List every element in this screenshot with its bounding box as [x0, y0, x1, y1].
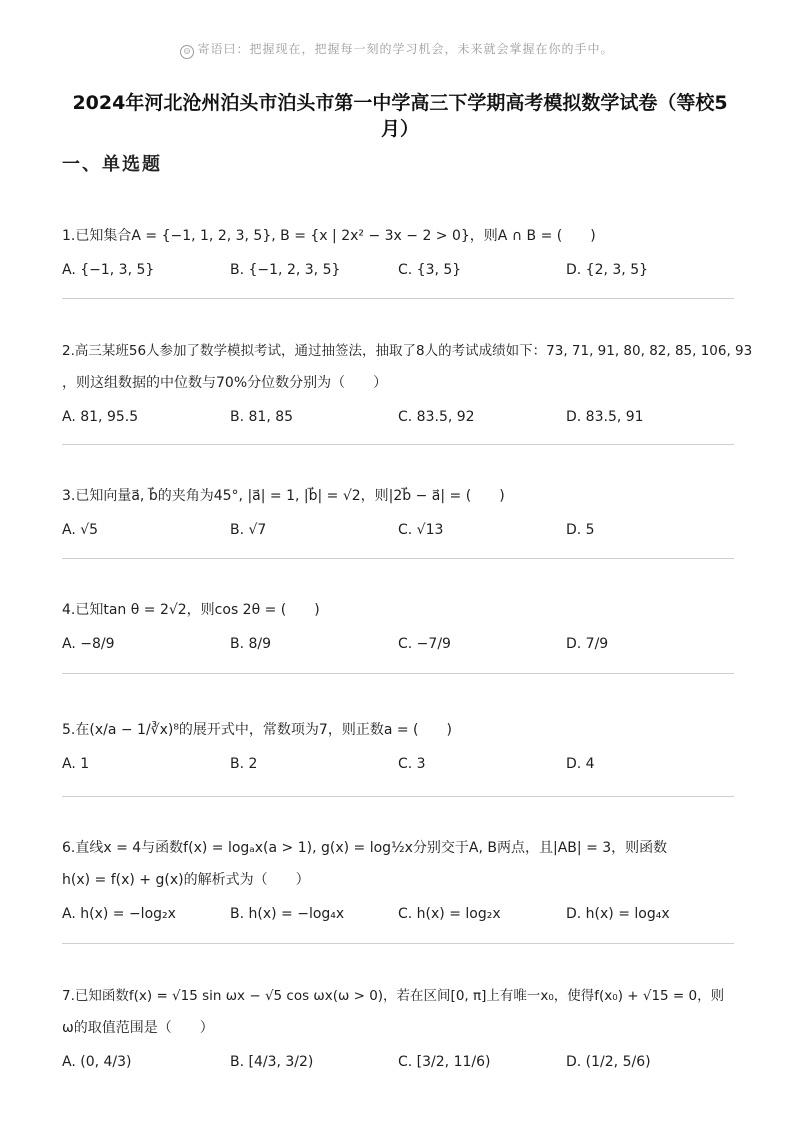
- divider: [62, 673, 734, 674]
- option-d[interactable]: D. 4: [566, 756, 595, 772]
- question-7: [62, 986, 734, 1082]
- question-5: [62, 720, 734, 784]
- options-row: [62, 397, 734, 437]
- option-c[interactable]: C. √13: [398, 522, 444, 538]
- question-2: [62, 341, 753, 437]
- option-b[interactable]: B. √7: [230, 522, 267, 538]
- options-row: [62, 250, 734, 290]
- question-stem-continued: ，则这组数据的中位数与70%分位数分别为（ ）: [62, 375, 388, 391]
- divider: [62, 796, 734, 797]
- option-c[interactable]: C. {3, 5}: [398, 262, 462, 278]
- option-a[interactable]: A. {−1, 3, 5}: [62, 262, 155, 278]
- option-a[interactable]: A. −8/9: [62, 636, 115, 652]
- option-c[interactable]: C. 3: [398, 756, 426, 772]
- question-stem: 1.已知集合A = {−1, 1, 2, 3, 5}, B = {x | 2x² − 3x − 2 > 0}，则A ∩ B = ( ): [62, 228, 596, 244]
- option-a[interactable]: A. 1: [62, 756, 90, 772]
- question-stem-continued: h(x) = f(x) + g(x)的解析式为（ ）: [62, 872, 310, 888]
- option-a[interactable]: A. h(x) = −log₂x: [62, 906, 176, 922]
- question-stem-continued: ω的取值范围是（ ）: [62, 1020, 214, 1036]
- motto-text: 寄语曰：把握现在，把握每一刻的学习机会，未来就会掌握在你的手中。: [197, 42, 614, 56]
- option-d[interactable]: D. 5: [566, 522, 595, 538]
- question-6: [62, 838, 734, 934]
- question-stem: 7.已知函数f(x) = √15 sin ωx − √5 cos ωx(ω > 0)，若在区间[0, π]上有唯一x₀，使得f(x₀) + √15 = 0，则: [62, 988, 725, 1004]
- option-d[interactable]: D. {2, 3, 5}: [566, 262, 649, 278]
- option-c[interactable]: C. 83.5, 92: [398, 409, 475, 425]
- page-title: 2024年河北沧州泊头市泊头市第一中学高三下学期高考模拟数学试卷（等校5月）: [72, 92, 728, 140]
- option-b[interactable]: B. {−1, 2, 3, 5}: [230, 262, 341, 278]
- question-stem: 4.已知tan θ = 2√2，则cos 2θ = ( ): [62, 602, 320, 618]
- option-b[interactable]: B. 81, 85: [230, 409, 294, 425]
- options-row: [62, 624, 734, 664]
- divider: [62, 444, 734, 445]
- option-c[interactable]: C. h(x) = log₂x: [398, 906, 501, 922]
- question-stem: 2.高三某班56人参加了数学模拟考试，通过抽签法，抽取了8人的考试成绩如下：73, 71, 91, 80, 82, 85, 106, 93: [62, 343, 753, 359]
- divider: [62, 298, 734, 299]
- option-b[interactable]: B. [4/3, 3/2): [230, 1054, 314, 1070]
- options-row: [62, 510, 734, 550]
- question-3: [62, 486, 734, 550]
- options-row: [62, 894, 734, 934]
- motto-line: [0, 40, 794, 59]
- question-1: [62, 226, 734, 290]
- option-a[interactable]: A. √5: [62, 522, 99, 538]
- option-b[interactable]: B. h(x) = −log₄x: [230, 906, 345, 922]
- options-row: [62, 744, 734, 784]
- option-b[interactable]: B. 2: [230, 756, 258, 772]
- option-d[interactable]: D. 7/9: [566, 636, 609, 652]
- option-c[interactable]: C. −7/9: [398, 636, 451, 652]
- question-stem: 5.在(x/a − 1/∛x)⁸的展开式中，常数项为7，则正数a = ( ): [62, 722, 452, 738]
- question-4: [62, 600, 734, 664]
- option-b[interactable]: B. 8/9: [230, 636, 272, 652]
- section-heading: 一、单选题: [62, 154, 162, 175]
- option-c[interactable]: C. [3/2, 11/6): [398, 1054, 491, 1070]
- option-a[interactable]: A. (0, 4/3): [62, 1054, 132, 1070]
- question-stem: 3.已知向量a⃗, b⃗的夹角为45°, |a⃗| = 1, |b⃗| = √2，则|2b⃗ − a⃗| = ( ): [62, 488, 505, 504]
- option-d[interactable]: D. (1/2, 5/6): [566, 1054, 651, 1070]
- divider: [62, 558, 734, 559]
- smiley-icon: ☺: [180, 45, 194, 59]
- divider: [62, 943, 734, 944]
- question-stem: 6.直线x = 4与函数f(x) = logₐx(a > 1), g(x) = log½x分别交于A, B两点，且|AB| = 3，则函数: [62, 840, 668, 856]
- options-row: [62, 1042, 734, 1082]
- option-a[interactable]: A. 81, 95.5: [62, 409, 139, 425]
- option-d[interactable]: D. h(x) = log₄x: [566, 906, 670, 922]
- option-d[interactable]: D. 83.5, 91: [566, 409, 644, 425]
